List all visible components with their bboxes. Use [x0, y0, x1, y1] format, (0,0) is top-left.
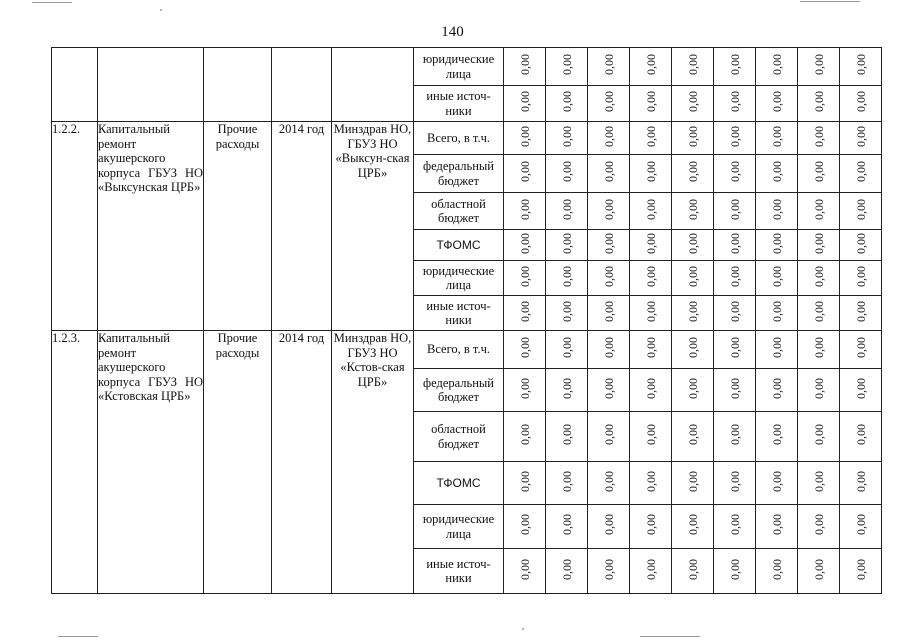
value-cell: [630, 296, 672, 331]
value-cell: [756, 505, 798, 549]
value-text: 0,00: [643, 198, 658, 220]
value-text: 0,00: [643, 54, 658, 76]
value-cell: [546, 86, 588, 122]
value-cell: [546, 261, 588, 296]
value-text: 0,00: [853, 232, 868, 254]
value-text: 0,00: [601, 377, 616, 399]
value-text: 0,00: [643, 91, 658, 113]
value-text: 0,00: [685, 558, 700, 580]
value-cell: [588, 86, 630, 122]
value-cell: [588, 296, 630, 331]
value-text: 0,00: [517, 232, 532, 254]
value-text: 0,00: [517, 125, 532, 147]
table-row: [52, 122, 882, 155]
value-text: 0,00: [517, 265, 532, 287]
value-cell: [798, 331, 840, 369]
value-cell: [672, 86, 714, 122]
value-cell: [672, 412, 714, 462]
value-text: 0,00: [811, 125, 826, 147]
value-cell: [630, 505, 672, 549]
table-row: [52, 48, 882, 86]
value-text: 0,00: [685, 54, 700, 76]
value-text: 0,00: [559, 514, 574, 536]
value-text: 0,00: [643, 300, 658, 322]
value-cell: [714, 155, 756, 193]
value-text: 0,00: [517, 300, 532, 322]
item-number: 1.2.2.: [52, 122, 98, 331]
empty-year-cell: [272, 48, 332, 122]
page-number: 140: [441, 24, 464, 40]
funding-source-cell: областной бюджет: [414, 193, 504, 230]
value-text: 0,00: [769, 91, 784, 113]
value-cell: [840, 331, 882, 369]
value-text: 0,00: [811, 300, 826, 322]
value-text: 0,00: [643, 470, 658, 492]
value-text: 0,00: [517, 54, 532, 76]
value-cell: [798, 122, 840, 155]
value-cell: [798, 86, 840, 122]
value-text: 0,00: [643, 558, 658, 580]
value-cell: [798, 155, 840, 193]
value-cell: [714, 505, 756, 549]
value-text: 0,00: [853, 265, 868, 287]
value-text: 0,00: [559, 232, 574, 254]
value-text: 0,00: [769, 377, 784, 399]
value-text: 0,00: [601, 232, 616, 254]
value-text: 0,00: [853, 377, 868, 399]
value-cell: [588, 122, 630, 155]
value-text: 0,00: [643, 232, 658, 254]
value-text: 0,00: [727, 300, 742, 322]
value-text: 0,00: [517, 377, 532, 399]
value-text: 0,00: [559, 300, 574, 322]
funding-source-cell: иные источ-ники: [414, 296, 504, 331]
value-cell: [504, 331, 546, 369]
value-text: 0,00: [811, 424, 826, 446]
value-cell: [840, 155, 882, 193]
value-cell: [798, 230, 840, 261]
value-text: 0,00: [601, 337, 616, 359]
value-text: 0,00: [643, 377, 658, 399]
value-cell: [630, 48, 672, 86]
value-cell: [504, 296, 546, 331]
empty-desc-cell: [98, 48, 204, 122]
value-text: 0,00: [769, 470, 784, 492]
value-cell: [798, 369, 840, 412]
value-cell: [714, 462, 756, 505]
value-text: 0,00: [643, 125, 658, 147]
value-cell: [630, 369, 672, 412]
scan-artifact-line: [32, 2, 72, 3]
value-cell: [546, 412, 588, 462]
value-cell: [714, 549, 756, 594]
value-text: 0,00: [853, 558, 868, 580]
value-text: 0,00: [811, 161, 826, 183]
value-text: 0,00: [727, 377, 742, 399]
value-text: 0,00: [727, 424, 742, 446]
table-row: [52, 331, 882, 369]
value-text: 0,00: [727, 232, 742, 254]
value-cell: [588, 369, 630, 412]
value-text: 0,00: [685, 377, 700, 399]
expense-type: Прочие расходы: [204, 331, 272, 594]
value-text: 0,00: [853, 91, 868, 113]
value-cell: [840, 462, 882, 505]
value-text: 0,00: [853, 514, 868, 536]
value-cell: [504, 230, 546, 261]
value-cell: [630, 331, 672, 369]
item-executor: Минздрав НО, ГБУЗ НО «Выксун-ская ЦРБ»: [332, 122, 414, 331]
value-text: 0,00: [727, 337, 742, 359]
value-text: 0,00: [601, 91, 616, 113]
value-cell: [630, 193, 672, 230]
value-cell: [672, 296, 714, 331]
value-text: 0,00: [685, 300, 700, 322]
value-cell: [630, 261, 672, 296]
value-cell: [504, 261, 546, 296]
value-cell: [672, 369, 714, 412]
value-text: 0,00: [517, 337, 532, 359]
value-text: 0,00: [559, 558, 574, 580]
value-cell: [798, 462, 840, 505]
value-cell: [756, 193, 798, 230]
value-text: 0,00: [601, 558, 616, 580]
value-text: 0,00: [685, 265, 700, 287]
value-text: 0,00: [517, 424, 532, 446]
value-text: 0,00: [727, 198, 742, 220]
value-cell: [840, 549, 882, 594]
value-cell: [756, 462, 798, 505]
value-cell: [714, 412, 756, 462]
value-text: 0,00: [811, 91, 826, 113]
scan-artifact-line: [800, 1, 860, 2]
value-cell: [546, 296, 588, 331]
value-cell: [798, 48, 840, 86]
value-cell: [756, 296, 798, 331]
value-cell: [588, 462, 630, 505]
value-cell: [630, 412, 672, 462]
funding-source-cell: федеральный бюджет: [414, 155, 504, 193]
value-cell: [840, 261, 882, 296]
value-text: 0,00: [727, 514, 742, 536]
value-text: 0,00: [853, 54, 868, 76]
value-cell: [672, 230, 714, 261]
value-text: 0,00: [601, 161, 616, 183]
value-text: 0,00: [601, 300, 616, 322]
value-text: 0,00: [769, 161, 784, 183]
value-text: 0,00: [643, 265, 658, 287]
value-text: 0,00: [727, 470, 742, 492]
value-cell: [756, 230, 798, 261]
value-text: 0,00: [769, 54, 784, 76]
value-text: 0,00: [727, 54, 742, 76]
empty-executor-cell: [332, 48, 414, 122]
value-text: 0,00: [559, 91, 574, 113]
value-text: 0,00: [643, 424, 658, 446]
value-text: 0,00: [559, 125, 574, 147]
value-cell: [546, 549, 588, 594]
value-cell: [840, 48, 882, 86]
value-cell: [714, 230, 756, 261]
value-cell: [714, 86, 756, 122]
value-text: 0,00: [601, 265, 616, 287]
value-text: 0,00: [517, 198, 532, 220]
value-text: 0,00: [643, 161, 658, 183]
value-cell: [840, 122, 882, 155]
funding-source-cell: юридические лица: [414, 505, 504, 549]
value-text: 0,00: [601, 424, 616, 446]
value-cell: [546, 369, 588, 412]
value-cell: [546, 230, 588, 261]
value-cell: [756, 155, 798, 193]
value-cell: [504, 549, 546, 594]
value-text: 0,00: [559, 54, 574, 76]
value-text: 0,00: [559, 470, 574, 492]
funding-source-cell: иные источ-ники: [414, 549, 504, 594]
value-cell: [714, 331, 756, 369]
value-text: 0,00: [811, 514, 826, 536]
value-cell: [798, 412, 840, 462]
value-cell: [798, 193, 840, 230]
value-text: 0,00: [727, 161, 742, 183]
value-cell: [714, 193, 756, 230]
value-text: 0,00: [853, 470, 868, 492]
item-description: Капитальный ремонт акушерского корпуса ГБУЗ НО «Выксунская ЦРБ»: [98, 122, 204, 331]
value-cell: [588, 48, 630, 86]
value-cell: [672, 549, 714, 594]
value-cell: [714, 48, 756, 86]
value-cell: [840, 369, 882, 412]
value-text: 0,00: [685, 232, 700, 254]
funding-source-cell: Всего, в т.ч.: [414, 331, 504, 369]
value-cell: [630, 122, 672, 155]
value-cell: [504, 369, 546, 412]
funding-source-cell: Всего, в т.ч.: [414, 122, 504, 155]
value-text: 0,00: [601, 54, 616, 76]
value-cell: [756, 369, 798, 412]
value-text: 0,00: [769, 232, 784, 254]
value-text: 0,00: [517, 470, 532, 492]
value-text: 0,00: [643, 337, 658, 359]
value-cell: [798, 549, 840, 594]
value-cell: [546, 48, 588, 86]
funding-source-cell: областной бюджет: [414, 412, 504, 462]
value-cell: [588, 505, 630, 549]
value-text: 0,00: [601, 198, 616, 220]
value-cell: [756, 412, 798, 462]
value-cell: [840, 412, 882, 462]
value-cell: [588, 261, 630, 296]
value-text: 0,00: [769, 337, 784, 359]
item-year: 2014 год: [272, 331, 332, 594]
funding-source-cell: иные источ-ники: [414, 86, 504, 122]
item-year: 2014 год: [272, 122, 332, 331]
value-cell: [714, 296, 756, 331]
funding-source-cell: ТФОМС: [414, 230, 504, 261]
value-text: 0,00: [853, 161, 868, 183]
scan-artifact-dot: [522, 628, 524, 630]
value-text: 0,00: [685, 91, 700, 113]
value-cell: [798, 261, 840, 296]
value-text: 0,00: [685, 424, 700, 446]
value-cell: [504, 193, 546, 230]
value-text: 0,00: [811, 558, 826, 580]
item-number: 1.2.3.: [52, 331, 98, 594]
value-text: 0,00: [643, 514, 658, 536]
value-cell: [756, 549, 798, 594]
value-text: 0,00: [685, 337, 700, 359]
value-text: 0,00: [517, 91, 532, 113]
value-text: 0,00: [769, 558, 784, 580]
value-cell: [588, 230, 630, 261]
value-text: 0,00: [769, 125, 784, 147]
value-text: 0,00: [853, 300, 868, 322]
value-cell: [798, 296, 840, 331]
scan-artifact-dot: [160, 9, 162, 11]
value-cell: [672, 261, 714, 296]
value-text: 0,00: [853, 424, 868, 446]
value-text: 0,00: [769, 514, 784, 536]
value-cell: [588, 193, 630, 230]
value-text: 0,00: [559, 424, 574, 446]
funding-source-cell: юридические лица: [414, 48, 504, 86]
value-text: 0,00: [853, 337, 868, 359]
value-cell: [504, 505, 546, 549]
value-cell: [756, 122, 798, 155]
scan-artifact-line: [58, 636, 98, 637]
value-cell: [588, 331, 630, 369]
value-cell: [756, 48, 798, 86]
funding-source-cell: ТФОМС: [414, 462, 504, 505]
value-cell: [672, 193, 714, 230]
value-text: 0,00: [685, 514, 700, 536]
value-text: 0,00: [769, 265, 784, 287]
value-text: 0,00: [811, 54, 826, 76]
value-cell: [840, 505, 882, 549]
value-text: 0,00: [811, 337, 826, 359]
value-text: 0,00: [853, 125, 868, 147]
value-text: 0,00: [769, 198, 784, 220]
value-cell: [672, 331, 714, 369]
scan-artifact-line: [640, 636, 700, 637]
value-cell: [546, 462, 588, 505]
value-cell: [504, 155, 546, 193]
value-text: 0,00: [727, 265, 742, 287]
value-text: 0,00: [517, 161, 532, 183]
value-cell: [756, 261, 798, 296]
value-cell: [630, 86, 672, 122]
value-cell: [714, 261, 756, 296]
value-cell: [672, 122, 714, 155]
value-cell: [504, 412, 546, 462]
value-cell: [672, 462, 714, 505]
value-cell: [630, 462, 672, 505]
value-text: 0,00: [685, 470, 700, 492]
value-text: 0,00: [811, 470, 826, 492]
value-text: 0,00: [811, 265, 826, 287]
value-cell: [546, 505, 588, 549]
value-text: 0,00: [601, 514, 616, 536]
value-cell: [588, 549, 630, 594]
value-cell: [546, 193, 588, 230]
value-cell: [672, 48, 714, 86]
value-cell: [546, 331, 588, 369]
item-description: Капитальный ремонт акушерского корпуса ГБУЗ НО «Кстовская ЦРБ»: [98, 331, 204, 594]
value-cell: [840, 86, 882, 122]
value-cell: [588, 412, 630, 462]
value-text: 0,00: [601, 470, 616, 492]
empty-num-cell: [52, 48, 98, 122]
value-cell: [630, 549, 672, 594]
value-cell: [798, 505, 840, 549]
value-text: 0,00: [769, 424, 784, 446]
value-text: 0,00: [517, 558, 532, 580]
value-text: 0,00: [559, 337, 574, 359]
value-cell: [672, 505, 714, 549]
funding-source-cell: федеральный бюджет: [414, 369, 504, 412]
value-text: 0,00: [685, 161, 700, 183]
value-text: 0,00: [685, 125, 700, 147]
expense-type: Прочие расходы: [204, 122, 272, 331]
value-cell: [630, 230, 672, 261]
value-cell: [756, 86, 798, 122]
item-executor: Минздрав НО, ГБУЗ НО «Кстов-ская ЦРБ»: [332, 331, 414, 594]
value-text: 0,00: [811, 232, 826, 254]
value-cell: [504, 122, 546, 155]
value-cell: [714, 122, 756, 155]
value-cell: [840, 193, 882, 230]
value-text: 0,00: [559, 161, 574, 183]
funding-source-cell: юридические лица: [414, 261, 504, 296]
value-text: 0,00: [727, 91, 742, 113]
value-text: 0,00: [811, 198, 826, 220]
value-cell: [840, 230, 882, 261]
value-cell: [840, 296, 882, 331]
value-text: 0,00: [559, 265, 574, 287]
value-cell: [504, 462, 546, 505]
value-cell: [546, 122, 588, 155]
value-text: 0,00: [769, 300, 784, 322]
value-text: 0,00: [685, 198, 700, 220]
value-text: 0,00: [559, 377, 574, 399]
value-cell: [588, 155, 630, 193]
value-text: 0,00: [811, 377, 826, 399]
value-cell: [630, 155, 672, 193]
value-text: 0,00: [727, 558, 742, 580]
value-text: 0,00: [601, 125, 616, 147]
value-cell: [546, 155, 588, 193]
value-text: 0,00: [559, 198, 574, 220]
value-cell: [504, 48, 546, 86]
value-cell: [672, 155, 714, 193]
value-cell: [504, 86, 546, 122]
value-text: 0,00: [727, 125, 742, 147]
value-text: 0,00: [853, 198, 868, 220]
value-cell: [756, 331, 798, 369]
empty-expense-cell: [204, 48, 272, 122]
budget-table: [51, 47, 882, 594]
value-cell: [714, 369, 756, 412]
value-text: 0,00: [517, 514, 532, 536]
